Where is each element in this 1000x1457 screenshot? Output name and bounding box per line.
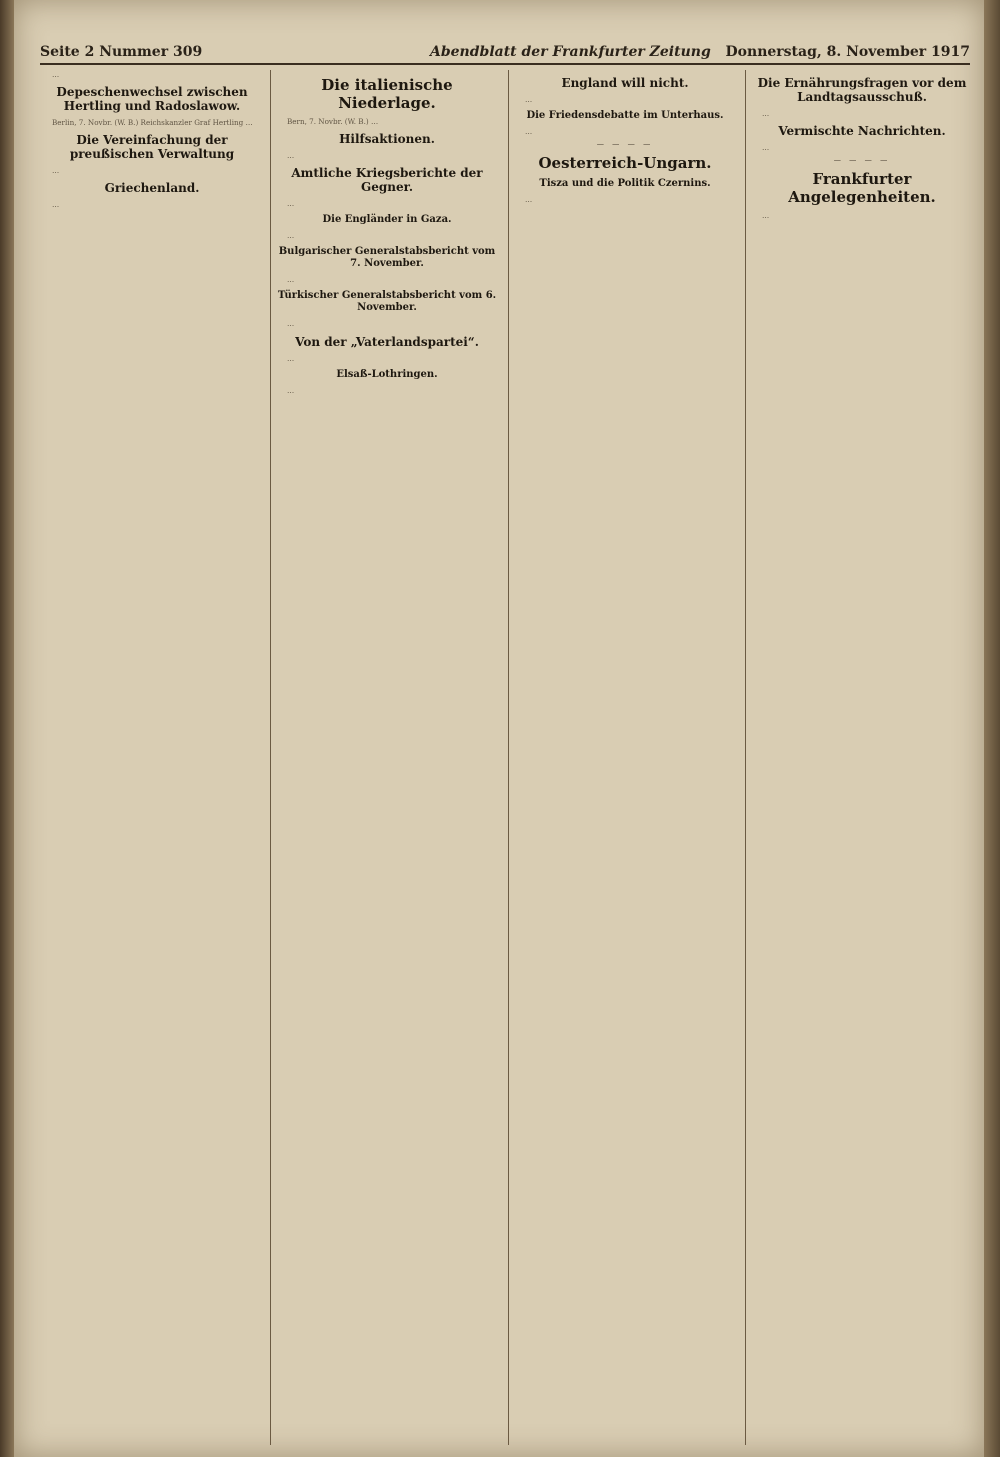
article-headline: Depeschenwechsel zwischen Hertling und Radoslawow. (56, 85, 248, 114)
column-divider (508, 70, 509, 1445)
article-text: … (287, 319, 295, 329)
section-divider: — — — — (596, 139, 654, 149)
page-binding (0, 0, 14, 1457)
column-divider (745, 70, 746, 1445)
article-headline: Oesterreich-Ungarn. (538, 154, 712, 173)
column-2 (277, 70, 497, 1445)
page-number: Seite 2 Nummer 309 (40, 44, 203, 60)
article-headline: Die Engländer in Gaza. (322, 214, 452, 226)
article-text: … (762, 109, 770, 118)
article-text: … (525, 127, 533, 137)
article-text: … (762, 211, 770, 221)
article-text: … (287, 151, 295, 161)
column-3 (515, 70, 735, 1445)
article-headline: Die italienische Niederlage. (321, 76, 453, 112)
article-text: … (52, 70, 60, 79)
column-1 (42, 70, 262, 1445)
section-divider: — — — — (833, 155, 891, 165)
article-headline: Elsaß-Lothringen. (336, 368, 438, 380)
article-headline: Bulgarischer Generalstabsbericht vom 7. November. (278, 246, 496, 270)
article-text: … (52, 166, 60, 176)
article-headline: Griechenland. (104, 181, 200, 196)
article-text: … (287, 231, 295, 241)
article-text: … (287, 275, 295, 285)
article-headline: Amtliche Kriegsberichte der Gegner. (291, 166, 483, 195)
article-text: Berlin, 7. Novbr. (W. B.) Reichskanzler Graf Hertling … (52, 118, 253, 128)
article-text: … (525, 195, 533, 205)
article-text: … (287, 385, 295, 395)
article-headline: Von der „Vaterlandspartei“. (295, 334, 479, 349)
issue-date: Donnerstag, 8. November 1917 (725, 44, 970, 60)
article-text: … (525, 95, 533, 104)
masthead: Abendblatt der Frankfurter Zeitung (430, 44, 711, 60)
column-4 (752, 70, 972, 1445)
article-headline: Frankfurter Angelegenheiten. (788, 170, 936, 207)
article-text: Bern, 7. Novbr. (W. B.) … (287, 117, 379, 126)
article-headline: Die Vereinfachung der preußischen Verwaltung (69, 133, 235, 162)
column-divider (270, 70, 271, 1445)
article-text: … (52, 200, 60, 210)
article-text: … (762, 143, 770, 153)
article-headline: Die Friedensdebatte im Unterhaus. (526, 110, 724, 122)
article-headline: Die Ernährungsfragen vor dem Landtagsausschuß. (757, 76, 967, 104)
article-text: … (287, 199, 295, 209)
article-headline: Tisza und die Politik Czernins. (539, 178, 711, 190)
page-edge (984, 0, 1000, 1457)
article-headline: Hilfsaktionen. (339, 132, 435, 147)
article-text: … (287, 353, 295, 363)
article-headline: England will nicht. (561, 76, 689, 90)
article-headline: Türkischer Generalstabsbericht vom 6. November. (277, 290, 497, 314)
article-headline: Vermischte Nachrichten. (778, 124, 946, 139)
header-rule (40, 63, 970, 65)
